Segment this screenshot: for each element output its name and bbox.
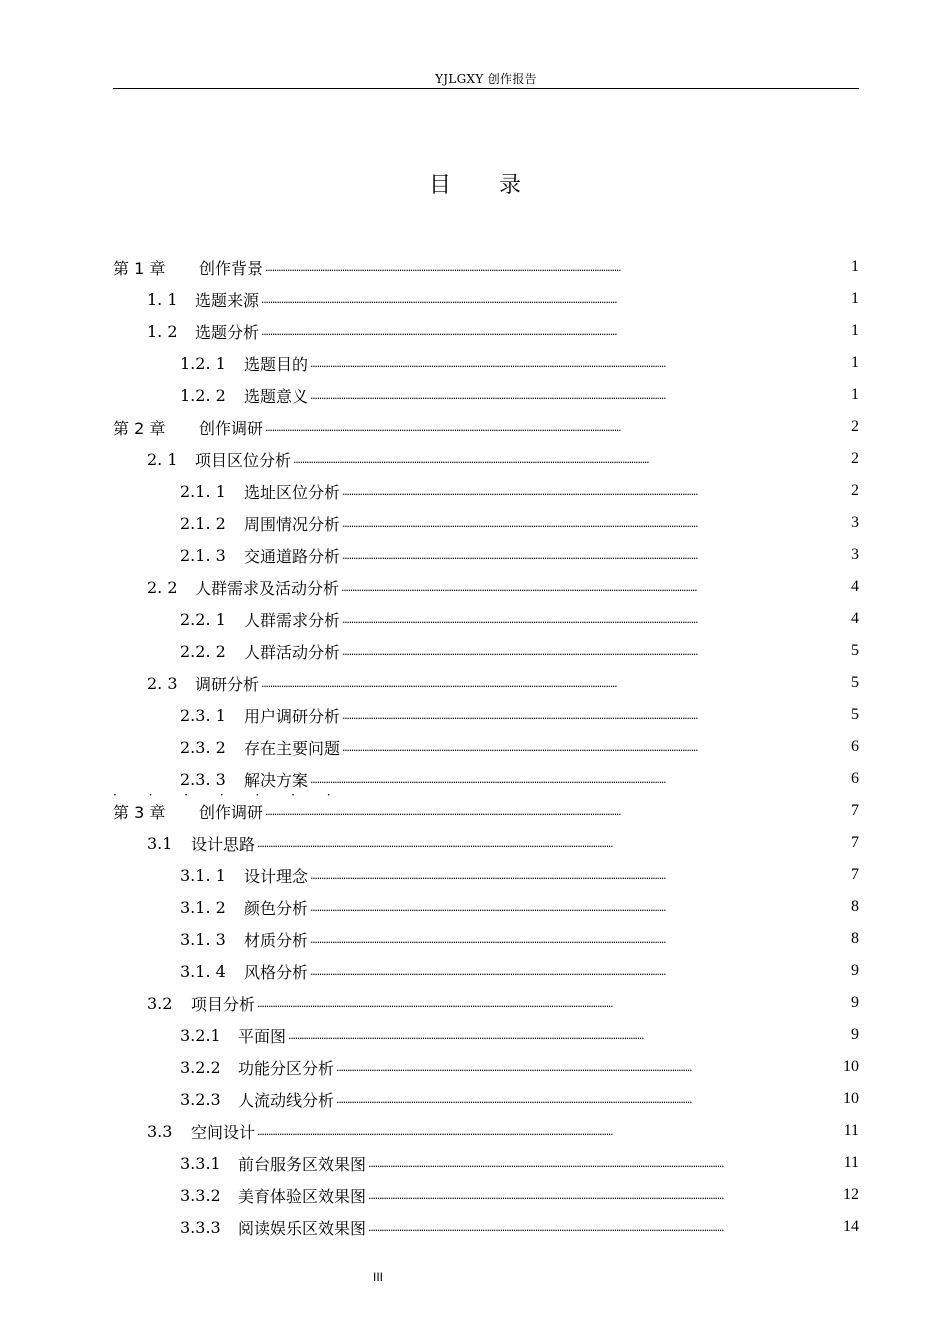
toc-entry-number: 第 2 章 bbox=[113, 418, 166, 438]
toc-entry-number: 3.3.1 bbox=[180, 1153, 221, 1173]
toc-entry-label: 风格分析 bbox=[244, 962, 309, 982]
toc-entry-label: 人流动线分析 bbox=[238, 1090, 335, 1110]
toc-entry[interactable] bbox=[113, 411, 859, 443]
toc-entry-number: 3.2.3 bbox=[180, 1089, 221, 1109]
toc-entry-label: 周围情况分析 bbox=[244, 514, 341, 534]
toc-entry[interactable] bbox=[113, 1211, 859, 1243]
toc-entry-number: 2.2. 2 bbox=[180, 641, 226, 661]
toc-leader-dots bbox=[342, 705, 849, 725]
toc-entry-label: 项目分析 bbox=[191, 994, 256, 1014]
toc-entry-page: 7 bbox=[851, 802, 859, 819]
toc-leader-dots bbox=[257, 1121, 842, 1141]
toc-entry-label: 阅读娱乐区效果图 bbox=[238, 1218, 367, 1238]
toc-entry-label: 前台服务区效果图 bbox=[238, 1154, 367, 1174]
toc-entry-label: 选题意义 bbox=[244, 386, 309, 406]
toc-entry-label: 设计思路 bbox=[191, 834, 256, 854]
toc-entry[interactable] bbox=[113, 795, 859, 827]
toc-entry-page: 8 bbox=[851, 898, 859, 915]
toc-entry[interactable] bbox=[113, 731, 859, 763]
toc-entry[interactable] bbox=[113, 827, 859, 859]
toc-entry-number: 第 3 章 bbox=[113, 802, 166, 822]
toc-entry-page: 1 bbox=[851, 354, 859, 371]
toc-entry-page: 5 bbox=[851, 674, 859, 691]
toc-leader-dots bbox=[310, 385, 849, 405]
title-char-2: 录 bbox=[499, 173, 522, 198]
toc-entry-page: 7 bbox=[851, 866, 859, 883]
toc-entry-label: 平面图 bbox=[238, 1026, 287, 1046]
toc-entry-number: 3.1. 2 bbox=[180, 897, 226, 917]
toc-entry-label: 存在主要问题 bbox=[244, 738, 341, 758]
running-header: YJLGXY 创作报告 bbox=[435, 72, 537, 86]
toc-entry-page: 14 bbox=[843, 1218, 859, 1235]
toc-leader-dots bbox=[368, 1185, 841, 1205]
toc-leader-dots bbox=[310, 353, 849, 373]
toc-entry[interactable] bbox=[113, 603, 859, 635]
toc-entry-number: 1.2. 1 bbox=[180, 353, 226, 373]
toc-entry-label: 项目区位分析 bbox=[195, 450, 292, 470]
toc-entry-label: 空间设计 bbox=[191, 1122, 256, 1142]
toc-entry[interactable] bbox=[113, 763, 859, 795]
toc-leader-dots bbox=[368, 1217, 841, 1237]
toc-entry[interactable] bbox=[113, 1179, 859, 1211]
toc-entry-page: 3 bbox=[851, 514, 859, 531]
toc-entry-page: 6 bbox=[851, 738, 859, 755]
toc-entry-page: 2 bbox=[851, 450, 859, 467]
toc-entry-number: 2.3. 1 bbox=[180, 705, 226, 725]
toc-entry-label: 创作背景 bbox=[199, 258, 264, 278]
toc-leader-dots bbox=[310, 769, 849, 789]
toc-entry-number: 2.2. 1 bbox=[180, 609, 226, 629]
toc-entry-number: 3.2.2 bbox=[180, 1057, 221, 1077]
toc-entry[interactable] bbox=[113, 379, 859, 411]
toc-entry-label: 创作调研 bbox=[199, 418, 264, 438]
toc-entry[interactable] bbox=[113, 891, 859, 923]
toc-entry-number: 3.3.2 bbox=[180, 1185, 221, 1205]
toc-entry-number: 3.2.1 bbox=[180, 1025, 221, 1045]
toc-entry-page: 11 bbox=[843, 1122, 859, 1139]
toc-entry[interactable] bbox=[113, 1115, 859, 1147]
toc-entry-number: 第 1 章 bbox=[113, 258, 166, 278]
toc-entry[interactable] bbox=[113, 443, 859, 475]
toc-leader-dots bbox=[265, 801, 849, 821]
toc-leader-dots bbox=[342, 737, 849, 757]
toc-entry[interactable] bbox=[113, 923, 859, 955]
toc-entry[interactable] bbox=[113, 1051, 859, 1083]
toc-entry-number: 2.3. 2 bbox=[180, 737, 226, 757]
toc-entry-number: 2.1. 2 bbox=[180, 513, 226, 533]
toc-leader-dots bbox=[261, 673, 849, 693]
toc-leader-dots bbox=[336, 1057, 841, 1077]
toc-entry-number: 3.3 bbox=[147, 1121, 173, 1141]
toc-entry-page: 9 bbox=[851, 1026, 859, 1043]
toc-entry[interactable] bbox=[113, 251, 859, 283]
toc-entry-number: 3.3.3 bbox=[180, 1217, 221, 1237]
toc-entry[interactable] bbox=[113, 667, 859, 699]
toc-entry-number: 1. 2 bbox=[147, 321, 178, 341]
toc-leader-dots bbox=[342, 609, 849, 629]
toc-entry-label: 调研分析 bbox=[195, 674, 260, 694]
toc-leader-dots bbox=[310, 865, 849, 885]
toc-entry[interactable] bbox=[113, 475, 859, 507]
toc-leader-dots bbox=[310, 929, 849, 949]
toc-entry[interactable] bbox=[113, 987, 859, 1019]
toc-entry-number: 3.1. 1 bbox=[180, 865, 226, 885]
toc-entry-page: 2 bbox=[851, 418, 859, 435]
toc-entry-number: 3.1. 4 bbox=[180, 961, 226, 981]
toc-entry-label: 美育体验区效果图 bbox=[238, 1186, 367, 1206]
toc-entry-label: 创作调研 bbox=[199, 802, 264, 822]
toc-leader-dots bbox=[261, 289, 849, 309]
toc-entry-page: 12 bbox=[843, 1186, 859, 1203]
toc-entry[interactable] bbox=[113, 315, 859, 347]
toc-entry-label: 人群需求分析 bbox=[244, 610, 341, 630]
toc-entry-label: 颜色分析 bbox=[244, 898, 309, 918]
toc-leader-dots bbox=[288, 1025, 849, 1045]
toc-entry-page: 8 bbox=[851, 930, 859, 947]
toc-entry[interactable] bbox=[113, 1019, 859, 1051]
toc-entry-label: 选题分析 bbox=[195, 322, 260, 342]
toc-entry-number: 2.1. 3 bbox=[180, 545, 226, 565]
toc-entry-number: 2. 1 bbox=[147, 449, 178, 469]
toc-entry[interactable] bbox=[113, 571, 859, 603]
toc-entry-page: 3 bbox=[851, 546, 859, 563]
toc-leader-dots bbox=[310, 897, 849, 917]
stray-dots: · · · · · · · bbox=[113, 788, 345, 802]
toc-entry-number: 3.1. 3 bbox=[180, 929, 226, 949]
toc-entry-label: 交通道路分析 bbox=[244, 546, 341, 566]
toc-entry-page: 1 bbox=[851, 290, 859, 307]
toc-entry[interactable] bbox=[113, 1083, 859, 1115]
toc-entry-page: 5 bbox=[851, 642, 859, 659]
toc-leader-dots bbox=[342, 481, 849, 501]
toc-entry-label: 选址区位分析 bbox=[244, 482, 341, 502]
toc-entry-label: 材质分析 bbox=[244, 930, 309, 950]
page-title bbox=[0, 168, 950, 199]
toc-leader-dots bbox=[342, 545, 849, 565]
toc-entry-page: 4 bbox=[851, 578, 859, 595]
toc-entry-number: 2. 3 bbox=[147, 673, 178, 693]
page-number: III bbox=[372, 1270, 383, 1284]
toc-entry-number: 2.1. 1 bbox=[180, 481, 226, 501]
toc-entry-page: 11 bbox=[843, 1154, 859, 1171]
toc-entry-page: 10 bbox=[843, 1058, 859, 1075]
toc-leader-dots bbox=[257, 833, 849, 853]
toc-entry-page: 2 bbox=[851, 482, 859, 499]
toc-entry-number: 1.2. 2 bbox=[180, 385, 226, 405]
toc-leader-dots bbox=[342, 513, 849, 533]
toc-entry-page: 6 bbox=[851, 770, 859, 787]
toc-entry[interactable] bbox=[113, 1147, 859, 1179]
toc-entry-label: 功能分区分析 bbox=[238, 1058, 335, 1078]
toc-leader-dots bbox=[265, 417, 849, 437]
toc-entry-page: 7 bbox=[851, 834, 859, 851]
toc-entry-page: 1 bbox=[851, 322, 859, 339]
toc-entry[interactable] bbox=[113, 347, 859, 379]
toc-entry[interactable] bbox=[113, 507, 859, 539]
toc-leader-dots bbox=[293, 449, 849, 469]
toc-entry[interactable] bbox=[113, 539, 859, 571]
toc-entry-page: 5 bbox=[851, 706, 859, 723]
toc-leader-dots bbox=[341, 577, 849, 597]
toc-entry-number: 2.3. 3 bbox=[180, 769, 226, 789]
toc-entry-page: 9 bbox=[851, 994, 859, 1011]
toc-entry-page: 1 bbox=[851, 386, 859, 403]
header-rule bbox=[113, 88, 859, 89]
toc-entry-page: 10 bbox=[843, 1090, 859, 1107]
toc-leader-dots bbox=[265, 257, 849, 277]
toc-entry-page: 1 bbox=[851, 258, 859, 275]
toc-entry[interactable] bbox=[113, 635, 859, 667]
toc-entry-label: 选题目的 bbox=[244, 354, 309, 374]
toc-leader-dots bbox=[261, 321, 849, 341]
toc-entry-label: 用户调研分析 bbox=[244, 706, 341, 726]
toc-entry-label: 解决方案 bbox=[244, 770, 309, 790]
toc-entry-number: 3.2 bbox=[147, 993, 173, 1013]
toc-entry-number: 3.1 bbox=[147, 833, 173, 853]
toc-leader-dots bbox=[368, 1153, 842, 1173]
toc-leader-dots bbox=[310, 961, 849, 981]
toc-entry-page: 4 bbox=[851, 610, 859, 627]
title-char-1: 目 bbox=[428, 173, 451, 198]
toc-leader-dots bbox=[336, 1089, 841, 1109]
toc-entry-number: 2. 2 bbox=[147, 577, 178, 597]
toc-entry[interactable] bbox=[113, 859, 859, 891]
toc-leader-dots bbox=[257, 993, 849, 1013]
toc-entry-label: 选题来源 bbox=[195, 290, 260, 310]
toc-entry-label: 人群活动分析 bbox=[244, 642, 341, 662]
toc-entry-number: 1. 1 bbox=[147, 289, 178, 309]
toc-entry-label: 人群需求及活动分析 bbox=[195, 578, 340, 598]
toc-entry-label: 设计理念 bbox=[244, 866, 309, 886]
toc-entry[interactable] bbox=[113, 283, 859, 315]
table-of-contents bbox=[113, 251, 859, 1243]
toc-entry[interactable] bbox=[113, 955, 859, 987]
toc-leader-dots bbox=[342, 641, 849, 661]
toc-entry-page: 9 bbox=[851, 962, 859, 979]
toc-entry[interactable] bbox=[113, 699, 859, 731]
